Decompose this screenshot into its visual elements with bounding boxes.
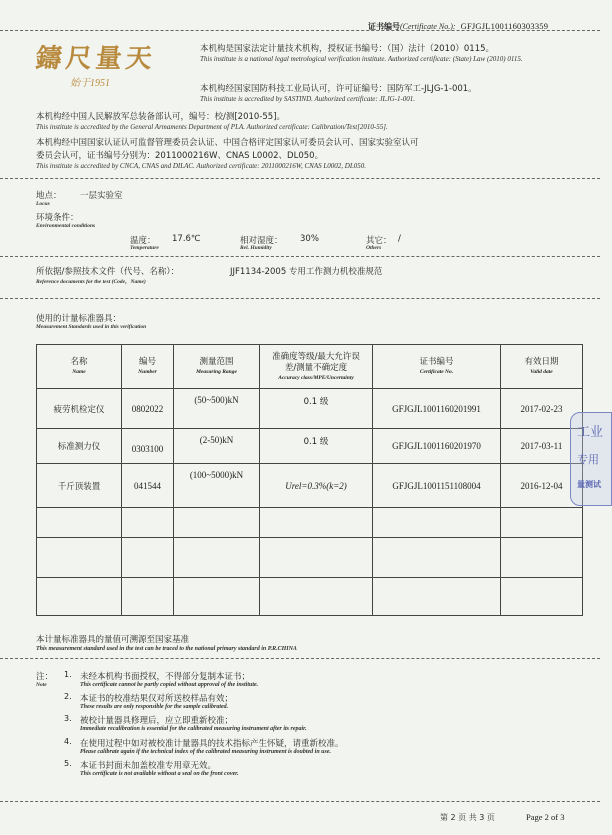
locus-label-en: Locus: [36, 201, 50, 207]
humidity-label: 相对湿度：: [240, 236, 283, 246]
cell-number: 0303100: [122, 429, 174, 464]
auth-line3-en: This institute is accredited by the General Armaments Department of PLA. Authorized certificate: Calibration/Test[2010-55].: [36, 123, 388, 131]
cell-valid-date: 2017-02-23: [501, 389, 583, 429]
certificate-number-value: GFJGJL1001160303359: [460, 21, 549, 31]
standards-table: [36, 344, 583, 616]
divider-reference: [0, 298, 600, 299]
cell-range: (50~500)kN: [174, 389, 260, 429]
certificate-number-label-en: (Certificate No.):: [400, 22, 456, 31]
divider-bottom: [0, 801, 600, 802]
locus-value: 一层实验室: [80, 191, 123, 201]
note-cn: 被校计量器具修理后，应立即重新校准；: [80, 716, 234, 726]
cell-valid-date: 2017-03-11: [501, 429, 583, 464]
env-label-en: Environmental conditions: [36, 223, 96, 229]
page-number-en: Page 2 of 3: [526, 812, 565, 822]
divider-auth: [0, 178, 600, 179]
reference-value: JJF1134-2005 专用工作测力机校准规范: [230, 267, 383, 277]
reference-label-en: Reference documents for the test (Code，Name): [36, 279, 146, 285]
temp-label-en: Temperature: [130, 245, 159, 251]
table-row: [37, 464, 583, 508]
notes-label-en: Note: [36, 682, 47, 688]
reference-label: 所依据/参照技术文件（代号、名称）：: [36, 267, 180, 277]
cell-valid-date: 2016-12-04: [501, 464, 583, 508]
env-label: 环境条件：: [36, 213, 79, 223]
stamp-line2: 专用: [577, 453, 599, 466]
cell-certificate: GFJGJL1001160201970: [373, 429, 501, 464]
cell-certificate: GFJGJL1001151108004: [373, 464, 501, 508]
institute-logo: [36, 38, 186, 96]
cell-accuracy: 0.1 级: [260, 389, 373, 429]
notes-label: 注：: [36, 672, 54, 682]
standards-header-row: [37, 345, 583, 389]
others-value: /: [398, 234, 401, 244]
note-en: This certificate is not available without a seal on the front cover.: [80, 771, 239, 777]
humidity-label-en: Rel. Humidity: [240, 245, 272, 251]
standards-label: 使用的计量标准器具：: [36, 314, 122, 324]
note-number: 1.: [64, 670, 72, 679]
auth-line2-cn: 本机构经国家国防科技工业局认可，许可证编号：国防军工-JLJG-1-001。: [200, 84, 477, 94]
auth-line4-en: This institute is accredited by CNCA, CNAS and DILAC. Authorized certificate: 2011000216W, CNAS L0002, DL050.: [36, 162, 366, 170]
header-valid-date: 有效日期 Valid date: [501, 345, 583, 389]
table-row: [37, 508, 583, 538]
cell-name: 千斤顶装置: [37, 464, 122, 508]
auth-line2-en: This institute is accredited by SASTIND. Authorized certificate: JLJG-1-001.: [200, 95, 416, 103]
certificate-number-label: 证书编号: [368, 22, 400, 31]
others-label-en: Others: [366, 245, 382, 251]
seal-stamp: [570, 412, 612, 506]
cell-number: 041544: [122, 464, 174, 508]
logo-since: 始于1951: [70, 78, 110, 89]
cell-number: 0802022: [122, 389, 174, 429]
cell-accuracy: Urel=0.3%(k=2): [260, 464, 373, 508]
divider-top: [0, 30, 600, 31]
stamp-line1: 工业: [577, 425, 604, 440]
note-cn: 本证书的校准结果仅对所送校样品有效；: [80, 694, 234, 704]
note-number: 5.: [64, 759, 72, 768]
table-row: [37, 578, 583, 616]
auth-line1-cn: 本机构是国家法定计量技术机构，授权证书编号：（国）法计（2010）0115。: [200, 44, 495, 54]
note-en: These results are only responsible for the sample calibrated.: [80, 704, 229, 710]
cell-accuracy: 0.1 级: [260, 429, 373, 464]
traceability-cn: 本计量标准器具的量值可溯源至国家基准: [36, 635, 190, 645]
header-name: 名称 Name: [37, 345, 122, 389]
auth-line5-cn: 委员会认可，证书编号分别为：2011000216W、CNAS L0002、DL050。: [36, 151, 324, 161]
note-number: 2.: [64, 692, 72, 701]
cell-certificate: GFJGJL1001160201991: [373, 389, 501, 429]
temp-value: 17.6℃: [172, 234, 201, 244]
divider-traceability: [0, 658, 600, 659]
header-number: 编号 Number: [122, 345, 174, 389]
note-en: Immediate recalibration is essential for the calibrated measuring instrument after its repair.: [80, 726, 307, 732]
temp-label: 温度：: [130, 236, 156, 246]
note-number: 4.: [64, 737, 72, 746]
others-label: 其它：: [366, 236, 392, 246]
note-cn: 未经本机构书面授权，不得部分复制本证书；: [80, 672, 251, 682]
note-en: This certificate cannot be partly copied without approval of the institute.: [80, 682, 259, 688]
logo-calligraphy: 鑄尺量天: [34, 44, 158, 74]
note-cn: 在使用过程中如对被校准计量器具的技术指标产生怀疑，请重新校准。: [80, 739, 344, 749]
locus-label: 地点：: [36, 191, 62, 201]
note-en: Please calibrate again if the technical index of the calibrated measuring instrument is doubted in use.: [80, 749, 332, 755]
cell-name: 标准测力仪: [37, 429, 122, 464]
auth-line1-en: This institute is a national legal metrological verification institute. Authorized certificate: (State) Law (2010) 0115.: [200, 55, 523, 63]
stamp-line3: 量测试: [577, 480, 601, 489]
traceability-en: This measurement standard used in the test can be traced to the national primary standard in P.R.CHINA: [36, 646, 297, 652]
table-row: [37, 429, 583, 464]
note-number: 3.: [64, 714, 72, 723]
standards-label-en: Measurement Standards used in this verification: [36, 324, 147, 330]
cell-name: 疲劳机检定仪: [37, 389, 122, 429]
cell-range: (2-50)kN: [174, 429, 260, 464]
table-row: [37, 389, 583, 429]
header-range: 测量范围 Measuring Range: [174, 345, 260, 389]
note-cn: 本证书封面未加盖校准专用章无效。: [80, 761, 217, 771]
auth-line3-cn: 本机构经中国人民解放军总装备部认可，编号：校/测[2010-55]。: [36, 112, 286, 122]
header-certificate: 证书编号 Certificate No.: [373, 345, 501, 389]
humidity-value: 30%: [300, 234, 319, 244]
divider-env: [0, 256, 600, 257]
cell-range: (100~5000)kN: [174, 464, 260, 508]
header-accuracy: 准确度等级/最大允许误差/测量不确定度 Accuracy class/MPE/Uncertainty: [260, 345, 373, 389]
page-number-cn: 第 2 页 共 3 页: [440, 813, 495, 822]
auth-line4-cn: 本机构经中国国家认证认可监督管理委员会认证、中国合格评定国家认可委员会认可、国家实验室认可: [36, 138, 419, 148]
table-row: [37, 538, 583, 578]
